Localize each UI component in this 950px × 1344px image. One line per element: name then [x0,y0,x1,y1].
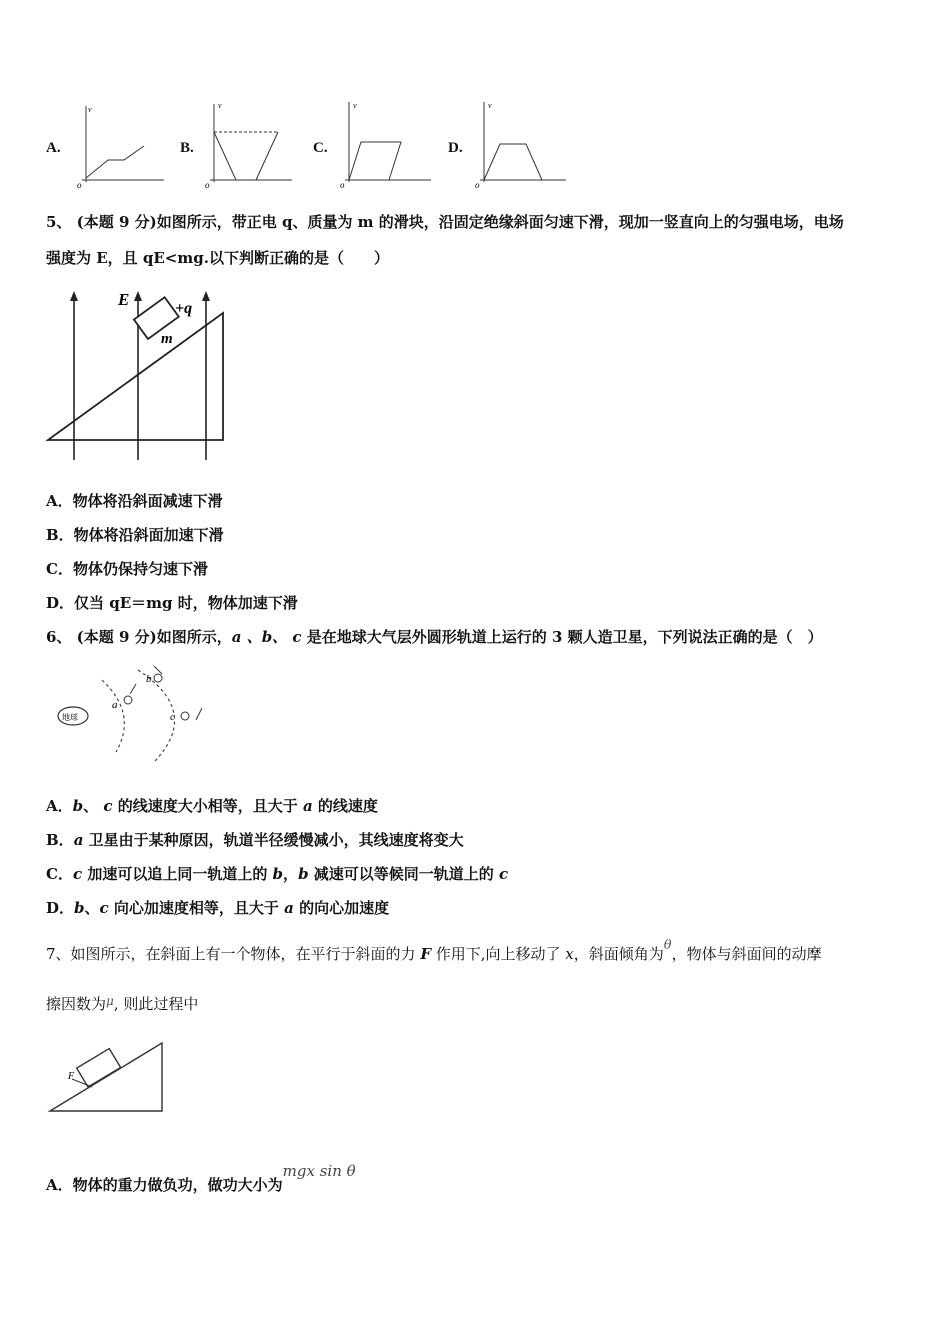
text: 的线速度 [312,797,378,815]
theta-symbol: θ [663,938,672,953]
text: 作用下,向上移动了 [430,945,566,963]
q6-stem-suffix: 是在地球大气层外圆形轨道上运行的 3 颗人造卫星，下列说法正确的是（ ） [306,628,823,646]
text: ，斜面倾角为 [573,945,664,963]
text: , 则此过程中 [113,995,199,1013]
text: 的向心加速度 [293,899,390,917]
q5-stem-line2: 强度为 E，且 qE<mg.以下判断正确的是（ ） [46,249,389,267]
field-arrow-1 [70,291,78,301]
f-label: F [68,1071,75,1082]
text: ， [283,865,299,883]
orbit-a [102,680,124,752]
axis-origin-label: o [205,180,210,190]
q7-stem-line1 [46,938,822,966]
graph-line [86,146,144,178]
mu-symbol: μ [106,994,114,1008]
satellite-a [124,696,132,704]
q4-graph-a [72,100,172,190]
e-label: E [118,290,130,309]
q7-figure [40,1035,170,1120]
var-F: F [420,945,431,963]
velocity-a [130,684,136,694]
var: a [73,831,84,849]
var-x: x [565,945,574,963]
q-label: +q [175,300,193,317]
q7-option-a-formula: mgx sin θ [282,1162,356,1180]
q5-figure [40,285,240,465]
q5-stem-line1: 5、 (本题 9 分)如图所示，带正电 q、质量为 m 的滑块，沿固定绝缘斜面匀速下滑，现加一竖直向上的匀强电场，电场 [46,213,844,231]
q6-option-b[interactable] [46,830,464,850]
axis-origin-label: o [77,180,82,190]
q6-figure [50,662,220,772]
text: 向心加速度相等，且大于 [108,899,285,917]
axis-y-label: v [218,101,222,110]
q6-option-a-letter: A． [46,797,73,815]
text: 减速可以等候同一轨道上的 [308,865,500,883]
graph-line [484,144,542,180]
q6-option-a[interactable] [46,796,378,816]
text: 擦因数为 [46,995,107,1013]
q4-option-b-letter: B. [180,140,194,156]
label-c: c [170,711,175,723]
q7-option-a[interactable] [46,1162,356,1195]
axis-y-label: v [488,101,492,110]
axis-origin-label: o [475,180,480,190]
label-a: a [112,699,118,711]
text: 7、如图所示，在斜面上有一个物体，在平行于斜面的力 [46,945,421,963]
q6-option-b-letter: B． [46,831,74,849]
var: a [284,899,294,917]
q6-stem [46,627,823,647]
text: 加速可以追上同一轨道上的 [82,865,273,883]
q5-option-d[interactable]: D．仅当 qE＝mg 时，物体加速下滑 [46,594,298,612]
m-label: m [161,331,173,347]
earth-label: 地球 [62,713,78,722]
field-arrow-2 [134,291,142,301]
q5-option-b[interactable]: B．物体将沿斜面加速下滑 [46,526,224,544]
graph-line [349,142,401,180]
satellite-b [154,674,162,682]
text: 、 [84,899,100,917]
var: c [72,865,83,883]
q6-option-d-letter: D． [46,899,75,917]
q4-option-d-letter: D. [448,140,463,156]
var: c [103,797,113,815]
text: ，物体与斜面间的动摩 [671,945,822,963]
var: b [298,865,309,883]
q6-stem-prefix: 6、 (本题 9 分)如图所示， [46,628,232,646]
var: b [74,899,85,917]
var: b [272,865,284,883]
satellite-c [181,712,189,720]
text: 的线速度大小相等，且大于 [112,797,303,815]
axis-y-label: v [353,101,357,110]
axis-origin-label: o [340,180,345,190]
graph-line [214,132,236,180]
var: b [72,797,84,815]
q6-option-d[interactable] [46,898,389,918]
label-b: b [146,673,152,685]
q5-option-c[interactable]: C．物体仍保持匀速下滑 [46,560,208,578]
q4-graph-b [200,98,300,190]
velocity-c [196,708,202,720]
block [77,1049,121,1087]
q7-option-a-text: A．物体的重力做负功，做功大小为 [46,1176,283,1194]
axis-y-label: v [88,105,92,114]
q6-stem-vars: a 、b、 c [231,628,302,646]
var: c [99,899,109,917]
q6-option-c-letter: C． [46,865,73,883]
graph-line-2 [256,132,278,180]
q4-graph-c [335,98,435,190]
var: c [499,865,509,883]
var: a [302,797,313,815]
q4-graph-d [470,98,570,190]
text: 、 [83,797,104,815]
field-arrow-3 [202,291,210,301]
q4-options [0,95,950,195]
q4-option-a-letter: A. [46,140,61,156]
q6-option-c[interactable] [46,864,508,884]
q7-stem-line2 [46,994,198,1015]
text: 卫星由于某种原因，轨道半径缓慢减小，其线速度将变大 [83,831,464,849]
q5-option-a[interactable]: A．物体将沿斜面减速下滑 [46,492,223,510]
q4-option-c-letter: C. [313,140,328,156]
velocity-b [154,666,162,674]
